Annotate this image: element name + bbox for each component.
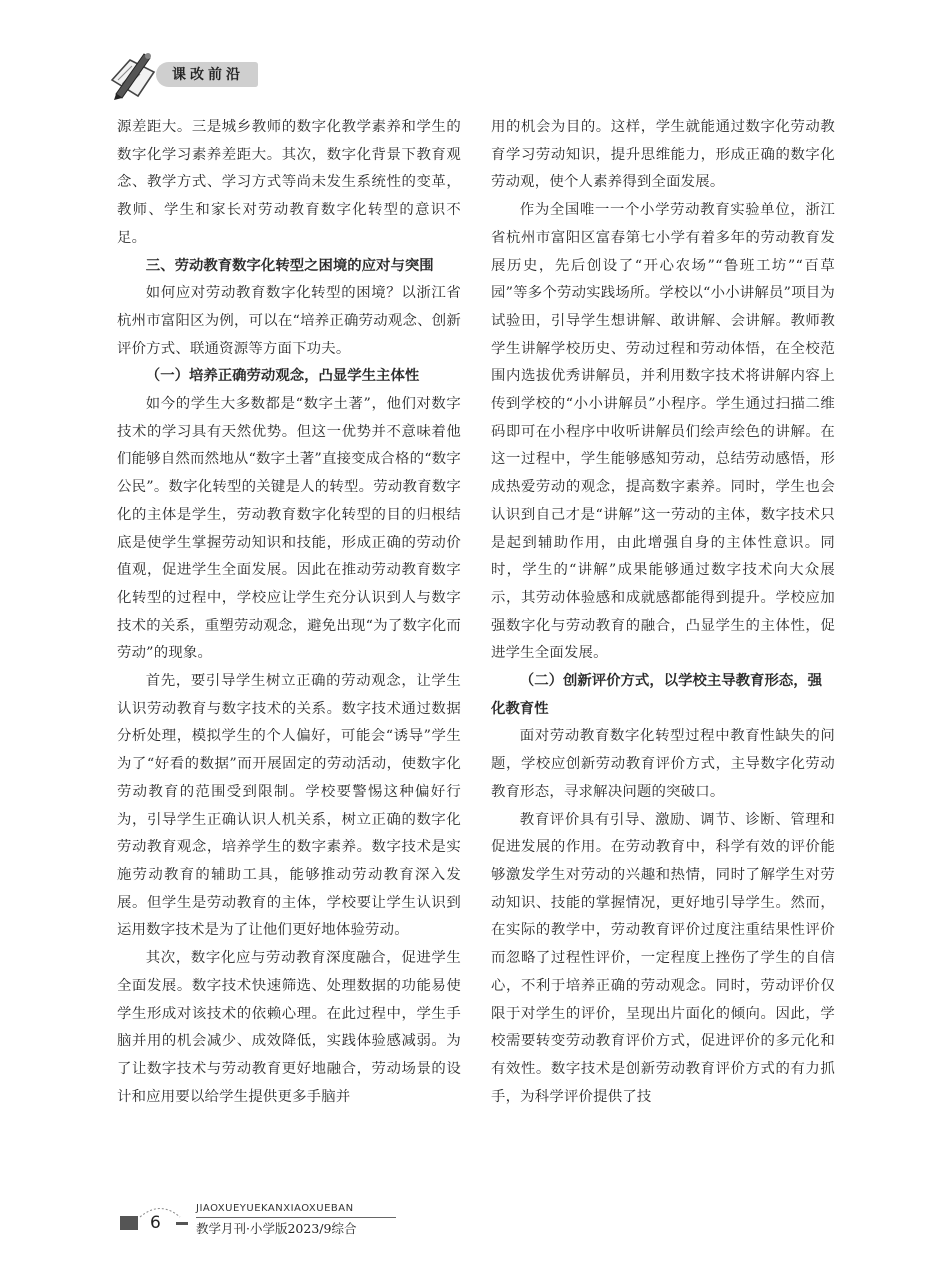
subsection-heading: （二）创新评价方式，以学校主导教育形态，强化教育性 (491, 673, 823, 717)
subsection-heading: （一）培养正确劳动观念，凸显学生主体性 (145, 368, 420, 385)
paragraph: 教育评价具有引导、激励、调节、诊断、管理和促进发展的作用。在劳动教育中，科学有效的评价能够激发学生对劳动的兴趣和热情，同时了解学生对劳动知识、技能的掌握情况，更好地引导学生。然而，在实际的教学中，劳动教育评价过度注重结果性评价而忽略了过程性评价，一定程度上挫伤了学生的自信心，不利于培养正确的劳动观念。同时，劳动评价仅限于对学生的评价，呈现出片面化的倾向。因此，学校需要转变劳动教育评价方式，促进评价的多元化和有效性。数字技术是创新劳动教育评价方式的有力抓手，为科学评价提供了技 (491, 811, 835, 1105)
paragraph: 源差距大。三是城乡教师的数字化教学素养和学生的数字化学习素养差距大。其次，数字化背景下教育观念、教学方式、学习方式等尚未发生系统性的变革，教师、学生和家长对劳动教育数字化转型的意识不足。 (117, 119, 461, 246)
page-header (108, 50, 268, 104)
section-heading: 三、劳动教育数字化转型之困境的应对与突围 (145, 257, 434, 274)
page-footer (120, 1200, 400, 1244)
paragraph: 面对劳动教育数字化转型过程中教育性缺失的问题，学校应创新劳动教育评价方式，主导数字化劳动教育形态，寻求解决问题的突破口。 (491, 728, 835, 800)
paragraph: 如何应对劳动教育数字化转型的困境？以浙江省杭州市富阳区为例，可以在“培养正确劳动观念、创新评价方式、联通资源等方面下功夫。 (117, 285, 461, 357)
left-column (117, 114, 461, 1111)
paragraph: 作为全国唯一一个小学劳动教育实验单位，浙江省杭州市富阳区富春第七小学有着多年的劳动教育发展历史，先后创设了“开心农场”“鲁班工坊”“百草园”等多个劳动实践场所。学校以“小小讲解员”项目为试验田，引导学生想讲解、敢讲解、会讲解。教师教学生讲解学校历史、劳动过程和劳动体悟，在全校范围内选拔优秀讲解员，并利用数字技术将讲解内容上传到学校的“小小讲解员”小程序。学生通过扫描二维码即可在小程序中收听讲解员们绘声绘色的讲解。在这一过程中，学生能够感知劳动，总结劳动感悟，形成热爱劳动的观念，提高数字素养。同时，学生也会认识到自己才是“讲解”这一劳动的主体，数字技术只是起到辅助作用，由此增强自身的主体性意识。同时，学生的“讲解”成果能够通过数字技术向大众展示，其劳动体验感和成就感都能得到提升。学校应加强数字化与劳动教育的融合，凸显学生的主体性，促进学生全面发展。 (491, 202, 835, 662)
paragraph: 其次，数字化应与劳动教育深度融合，促进学生全面发展。数字技术快速筛选、处理数据的功能易使学生形成对该技术的依赖心理。在此过程中，学生手脑并用的机会减少、成效降低，实践体验感减弱。为了让数字技术与劳动教育更好地融合，劳动场景的设计和应用要以给学生提供更多手脑并 (117, 950, 461, 1105)
right-column (491, 114, 835, 1111)
footer-block-decoration (120, 1216, 138, 1230)
footer-dash-decoration (176, 1222, 188, 1225)
page-number: 6 (150, 1213, 161, 1233)
footer-rule (196, 1217, 396, 1218)
section-tag: 课改前沿 (156, 62, 258, 87)
paragraph: 如今的学生大多数都是“数字土著”，他们对数字技术的学习具有天然优势。但这一优势并不意味着他们能够自然而然地从“数字土著”直接变成合格的“数字公民”。数字化转型的关键是人的转型。劳动教育数字化的主体是学生，劳动教育数字化转型的目的归根结底是使学生掌握劳动知识和技能，形成正确的劳动价值观，促进学生全面发展。因此在推动劳动教育数字化转型的过程中，学校应让学生充分认识到人与数字技术的关系，重塑劳动观念，避免出现“为了数字化而劳动”的现象。 (117, 396, 461, 662)
paragraph: 用的机会为目的。这样，学生就能通过数字化劳动教育学习劳动知识，提升思维能力，形成正确的数字化劳动观，使个人素养得到全面发展。 (491, 119, 835, 191)
pencil-paper-icon (108, 50, 160, 102)
paragraph: 首先，要引导学生树立正确的劳动观念，让学生认识劳动教育与数字技术的关系。数字技术通过数据分析处理，模拟学生的个人偏好，可能会“诱导”学生为了“好看的数据”而开展固定的劳动活动，使数字化劳动教育的范围受到限制。学校要警惕这种偏好行为，引导学生正确认识人机关系，树立正确的数字化劳动教育观念，培养学生的数字素养。数字技术是实施劳动教育的辅助工具，能够推动劳动教育深入发展。但学生是劳动教育的主体，学校要让学生认识到运用数字技术是为了让他们更好地体验劳动。 (117, 673, 461, 939)
journal-pinyin: JIAOXUEYUEKANXIAOXUEBAN (196, 1203, 354, 1214)
journal-name: 教学月刊·小学版2023/9综合 (196, 1221, 357, 1236)
